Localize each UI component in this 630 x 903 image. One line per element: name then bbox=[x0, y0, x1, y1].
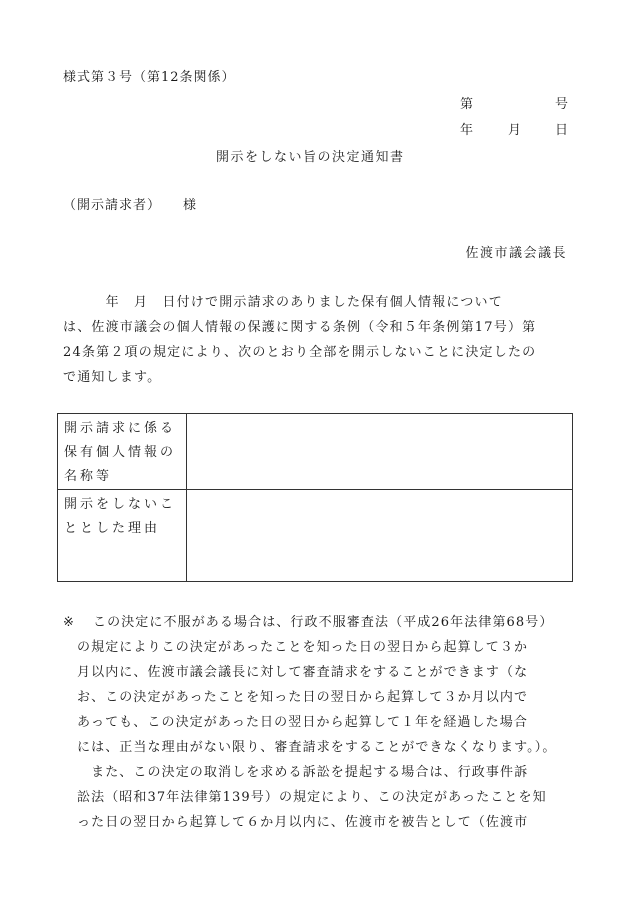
note-line: の規定によりこの決定があったことを知った日の翌日から起算して３か bbox=[77, 640, 529, 655]
body-line: 24条第２項の規定により、次のとおり全部を開示しないことに決定したの bbox=[63, 345, 537, 360]
appeal-note bbox=[63, 610, 573, 835]
table-value-reason bbox=[187, 490, 572, 581]
date-day: 日 bbox=[554, 123, 568, 138]
info-table bbox=[57, 413, 573, 582]
note-mark: ※ bbox=[63, 615, 75, 630]
number-dai: 第 bbox=[460, 97, 474, 112]
date-month: 月 bbox=[508, 123, 522, 138]
body-line: 年 月 日付けで開示請求のありました保有個人情報について bbox=[63, 295, 503, 310]
table-label-info-name bbox=[58, 414, 187, 489]
recipient-honorific: 様 bbox=[183, 198, 198, 213]
note-line: った日の翌日から起算して６か月以内に、佐渡市を被告として（佐渡市 bbox=[77, 815, 529, 830]
table-row-reason bbox=[58, 490, 572, 581]
label-line: 保有個人情報の bbox=[64, 445, 177, 460]
number-go: 号 bbox=[554, 97, 568, 112]
note-line: あっても、この決定があった日の翌日から起算して１年を経過した場合 bbox=[77, 715, 528, 730]
body-line: は、佐渡市議会の個人情報の保護に関する条例（令和５年条例第17号）第 bbox=[63, 320, 537, 335]
label-line: 名称等 bbox=[64, 469, 113, 484]
form-number: 様式第３号（第12条関係） bbox=[63, 70, 236, 85]
body-paragraph bbox=[63, 290, 570, 390]
document-title: 開示をしない旨の決定通知書 bbox=[216, 150, 405, 165]
table-value-info-name bbox=[187, 414, 572, 489]
note-line: また、この決定の取消しを求める訴訟を提起する場合は、行政事件訴 bbox=[77, 765, 529, 780]
label-line: 開示請求に係る bbox=[64, 421, 177, 436]
label-line: ととした理由 bbox=[64, 521, 161, 536]
note-line: 月以内に、佐渡市議会議長に対して審査請求をすることができます（な bbox=[77, 665, 529, 680]
table-label-reason bbox=[58, 490, 187, 581]
note-line: お、この決定があったことを知った日の翌日から起算して３か月以内で bbox=[77, 690, 529, 705]
note-line-text: この決定に不服がある場合は、行政不服審査法（平成26年法律第68号） bbox=[93, 615, 554, 630]
note-line: には、正当な理由がない限り、審査請求をすることができなくなります。）。 bbox=[77, 740, 557, 755]
body-line: で通知します。 bbox=[63, 370, 162, 385]
table-row-info-name bbox=[58, 414, 572, 490]
note-line: 訟法（昭和37年法律第139号）の規定により、この決定があったことを知 bbox=[77, 790, 547, 805]
date-year: 年 bbox=[460, 123, 474, 138]
recipient bbox=[63, 194, 197, 213]
recipient-name: （開示請求者） bbox=[63, 198, 162, 213]
sender: 佐渡市議会議長 bbox=[465, 246, 567, 261]
note-line bbox=[63, 610, 573, 635]
label-line: 開示をしないこ bbox=[64, 497, 177, 512]
